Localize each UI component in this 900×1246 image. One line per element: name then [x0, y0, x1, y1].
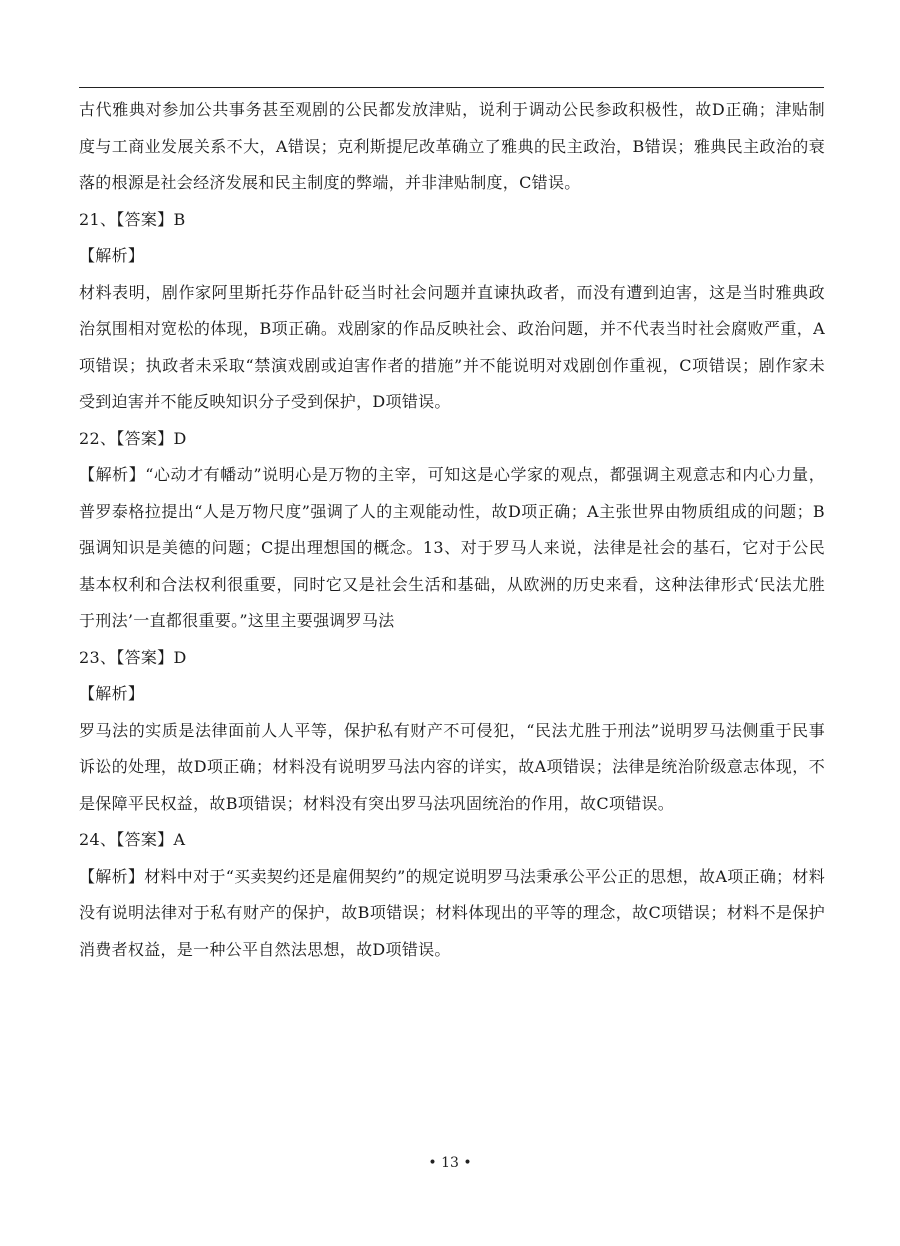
paragraph-q23-answer: 23、【答案】D — [79, 647, 187, 667]
page-number: • 13 • — [428, 1155, 472, 1171]
paragraph-q23-analysis: 罗马法的实质是法律面前人人平等，保护私有财产不可侵犯，“民法尤胜于刑法”说明罗马法侧重于民事诉讼的处理，故D项正确；材料没有说明罗马法内容的详实，故A项错误；法律是统治阶级意志体现，不是保障平民权益，故B项错误；材料没有突出罗马法巩固统治的作用，故C项错误。 — [79, 720, 825, 813]
paragraph-q21-analysis: 材料表明，剧作家阿里斯托芬作品针砭当时社会问题并直谏执政者，而没有遭到迫害，这是当时雅典政治氛围相对宽松的体现，B项正确。戏剧家的作品反映社会、政治问题，并不代表当时社会腐败严重，A项错误；执政者未采取“禁演戏剧或迫害作者的措施”并不能说明对戏剧创作重视，C项错误；剧作家未受到迫害并不能反映知识分子受到保护，D项错误。 — [79, 282, 825, 411]
paragraph-q21-answer: 21、【答案】B — [79, 209, 186, 229]
header-rule — [79, 87, 824, 88]
paragraph-q23-analysis-heading: 【解析】 — [79, 684, 145, 703]
paragraph-q21-analysis-heading: 【解析】 — [79, 246, 145, 265]
paragraph-q24-answer: 24、【答案】A — [79, 830, 186, 849]
page-content — [79, 92, 825, 968]
paragraph-q22-answer: 22、【答案】D — [79, 428, 187, 448]
paragraph-q20-analysis: 古代雅典对参加公共事务甚至观剧的公民都发放津贴，说利于调动公民参政积极性，故D正确；津贴制度与工商业发展关系不大，A错误；克利斯提尼改革确立了雅典的民主政治，B错误；雅典民主政治的衰落的根源是社会经济发展和民主制度的弊端，并非津贴制度，C错误。 — [79, 100, 825, 192]
paragraph-q24-analysis: 【解析】材料中对于“买卖契约还是雇佣契约”的规定说明罗马法秉承公平公正的思想，故A项正确；材料没有说明法律对于私有财产的保护，故B项错误；材料体现出的平等的理念，故C项错误；材料不是保护消费者权益，是一种公平自然法思想，故D项错误。 — [79, 866, 826, 959]
paragraph-q22-analysis: 【解析】“心动才有幡动”说明心是万物的主宰，可知这是心学家的观点，都强调主观意志和内心力量，普罗泰格拉提出“人是万物尺度”强调了人的主观能动性，故D项正确；A主张世界由物质组成的问题；B强调知识是美德的问题；C提出理想国的概念。13、对于罗马人来说，法律是社会的基石，它对于公民基本权利和合法权利很重要，同时它又是社会生活和基础，从欧洲的历史来看，这种法律形式‘民法尤胜于刑法’一直都很重要。”这里主要强调罗马法 — [79, 465, 825, 630]
